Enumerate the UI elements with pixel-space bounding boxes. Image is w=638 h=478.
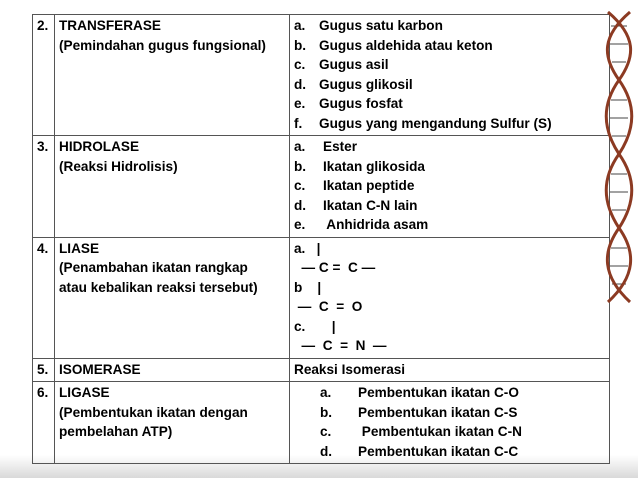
list-item	[294, 137, 605, 157]
enzyme-class-description: (Reaksi Hidrolisis)	[59, 158, 178, 174]
enzyme-class-cell	[55, 382, 290, 464]
table-row-ligase	[33, 382, 610, 464]
list-text: Gugus satu karbon	[319, 18, 443, 33]
list-letter: c.	[320, 424, 332, 439]
list-item	[294, 176, 605, 196]
list-item	[294, 94, 605, 114]
list-item	[294, 403, 605, 423]
formula-line: c. |	[294, 318, 336, 334]
list-text: Anhidrida asam	[323, 217, 429, 232]
list-text: Gugus yang mengandung Sulfur (S)	[319, 115, 552, 131]
list-item	[294, 16, 605, 36]
list-letter: b.	[294, 158, 307, 174]
list-item	[294, 55, 605, 75]
list-letter: c.	[294, 57, 306, 72]
group-list-cell	[290, 15, 610, 136]
enzyme-class-description: (Pembentukan ikatan dengan	[59, 404, 248, 420]
enzyme-class-name: ISOMERASE	[59, 361, 141, 377]
list-letter: d.	[294, 197, 307, 213]
group-list-cell	[290, 136, 610, 238]
list-letter: a.	[294, 139, 306, 154]
list-item	[294, 196, 605, 216]
list-item	[294, 215, 605, 235]
enzyme-class-name: LIASE	[59, 240, 100, 256]
list-item	[294, 36, 605, 56]
list-letter: c.	[294, 178, 306, 193]
list-letter: b.	[320, 404, 333, 420]
list-text: Pembentukan ikatan C-S	[358, 404, 518, 420]
list-letter: d.	[294, 76, 307, 92]
enzyme-class-name: LIGASE	[59, 385, 110, 400]
group-list-cell	[290, 382, 610, 464]
list-item	[294, 157, 605, 177]
row-number: 2.	[33, 15, 55, 136]
list-letter: e.	[294, 96, 306, 111]
list-letter: e.	[294, 217, 306, 232]
list-letter: d.	[320, 443, 333, 459]
row-number: 4.	[33, 237, 55, 358]
list-item	[294, 442, 605, 462]
enzyme-class-cell	[55, 237, 290, 358]
formula-line: b |	[294, 279, 322, 295]
bond-formula-cell	[290, 237, 610, 358]
list-text: Gugus asil	[319, 57, 389, 72]
list-text: Pembentukan ikatan C-N	[358, 424, 522, 439]
formula-line: a. |	[294, 240, 321, 256]
list-text: Gugus aldehida atau keton	[319, 37, 493, 53]
dna-strand	[606, 12, 632, 302]
enzyme-class-description: atau kebalikan reaksi tersebut)	[59, 279, 258, 295]
list-text: Gugus fosfat	[319, 96, 403, 111]
table-row-transferase	[33, 15, 610, 136]
formula-line: — C = O	[294, 299, 363, 314]
table-row-hidrolase	[33, 136, 610, 238]
list-text: Pembentukan ikatan C-O	[358, 385, 519, 400]
reaction-text: Reaksi Isomerasi	[294, 361, 406, 377]
list-text: Gugus glikosil	[319, 76, 413, 92]
list-letter: a.	[320, 385, 332, 400]
list-item	[294, 75, 605, 95]
table-row-liase	[33, 237, 610, 358]
list-text: Ikatan C-N lain	[323, 197, 418, 213]
formula-line: — C = N —	[294, 338, 387, 353]
enzyme-class-description: (Pemindahan gugus fungsional)	[59, 37, 266, 53]
enzyme-class-description: (Penambahan ikatan rangkap	[59, 260, 248, 275]
list-item	[294, 383, 605, 403]
list-text: Ester	[323, 139, 358, 154]
formula-line: — C = C —	[294, 260, 376, 275]
dna-helix-icon	[602, 6, 636, 306]
list-letter: b.	[294, 37, 307, 53]
reaction-cell	[290, 358, 610, 382]
enzyme-class-cell	[55, 136, 290, 238]
dna-strand	[606, 12, 632, 302]
list-letter: a.	[294, 18, 306, 33]
list-text: Pembentukan ikatan C-C	[358, 443, 519, 459]
enzyme-class-table	[32, 14, 610, 464]
enzyme-class-description: pembelahan ATP)	[59, 424, 173, 439]
row-number: 6.	[33, 382, 55, 464]
table-row-isomerase	[33, 358, 610, 382]
list-item	[294, 422, 605, 442]
row-number: 5.	[33, 358, 55, 382]
row-number: 3.	[33, 136, 55, 238]
list-text: Ikatan glikosida	[323, 158, 425, 174]
enzyme-class-cell	[55, 358, 290, 382]
list-letter: f.	[294, 115, 303, 131]
enzyme-class-name: HIDROLASE	[59, 139, 140, 154]
list-text: Ikatan peptide	[323, 178, 415, 193]
enzyme-class-name: TRANSFERASE	[59, 18, 161, 33]
list-item	[294, 114, 605, 134]
enzyme-class-cell	[55, 15, 290, 136]
